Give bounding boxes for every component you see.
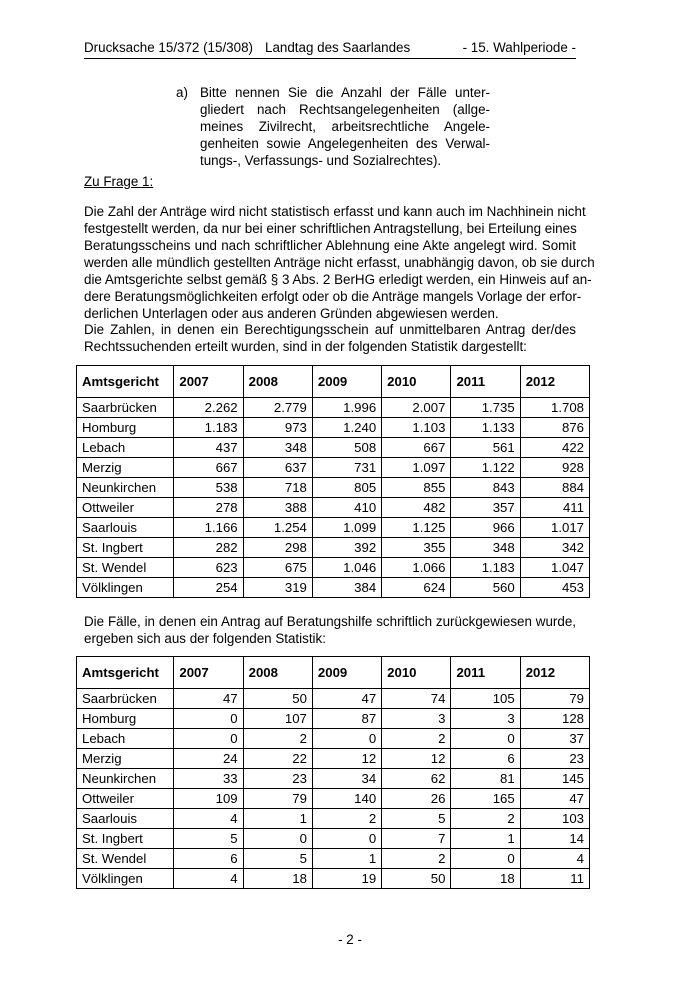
table-cell: 4 [520, 849, 589, 869]
table-cell: 1.046 [312, 558, 381, 578]
table-cell: 74 [382, 689, 451, 709]
table-cell: 0 [174, 709, 243, 729]
table-cell: 624 [382, 578, 451, 598]
table-header-row [77, 657, 590, 689]
question-text [200, 84, 490, 169]
table-cell: 0 [174, 729, 243, 749]
table-cell: 560 [451, 578, 520, 598]
table-cell: 140 [312, 789, 381, 809]
table-row [77, 578, 590, 598]
table-cell: 2 [312, 809, 381, 829]
table-cell: 1.103 [382, 418, 451, 438]
legislative-period: - 15. Wahlperiode - [462, 40, 576, 55]
table-cell: 1 [243, 809, 312, 829]
column-header: 2012 [520, 366, 589, 398]
table-cell: 508 [312, 438, 381, 458]
table-cell: 254 [174, 578, 243, 598]
table-cell: 109 [174, 789, 243, 809]
column-header: 2007 [174, 657, 243, 689]
court-name: Lebach [77, 438, 174, 458]
paragraph-line: werden alle mündlich gestellten Anträge nicht erfasst, unabhängig davon, ob sie durch [84, 255, 595, 270]
table-cell: 12 [312, 749, 381, 769]
table-row [77, 418, 590, 438]
table-cell: 538 [174, 478, 243, 498]
court-name: Saarbrücken [77, 398, 174, 418]
table-cell: 667 [174, 458, 243, 478]
table-row [77, 478, 590, 498]
column-header: 2008 [243, 366, 312, 398]
court-name: Lebach [77, 729, 174, 749]
table-cell: 342 [520, 538, 589, 558]
table-cell: 1.122 [451, 458, 520, 478]
table-cell: 805 [312, 478, 381, 498]
table-cell: 105 [451, 689, 520, 709]
column-header: 2009 [312, 657, 381, 689]
court-name: Ottweiler [77, 789, 174, 809]
table-cell: 422 [520, 438, 589, 458]
page-number: - 2 - [338, 932, 362, 947]
question-label: a) [176, 85, 188, 100]
table-cell: 278 [174, 498, 243, 518]
table-cell: 623 [174, 558, 243, 578]
table-cell: 145 [520, 769, 589, 789]
table-cell: 0 [243, 829, 312, 849]
court-name: Homburg [77, 709, 174, 729]
paragraph-3 [84, 613, 576, 647]
table-cell: 47 [520, 789, 589, 809]
table-cell: 411 [520, 498, 589, 518]
table-cell: 62 [382, 769, 451, 789]
column-header: 2010 [382, 657, 451, 689]
table-cell: 1.099 [312, 518, 381, 538]
table-cell: 1.047 [520, 558, 589, 578]
court-name: Neunkirchen [77, 769, 174, 789]
paragraph-line: Die Zahlen, in denen ein Berechtigungsschein auf unmittelbaren Antrag der/des [84, 322, 576, 337]
court-name: Saarbrücken [77, 689, 174, 709]
table-cell: 718 [243, 478, 312, 498]
column-header: Amtsgericht [77, 366, 174, 398]
table-cell: 355 [382, 538, 451, 558]
question-line: gliedert nach Rechtsangelegenheiten (allge- [200, 102, 490, 117]
table-cell: 79 [243, 789, 312, 809]
column-header: 2010 [382, 366, 451, 398]
table-cell: 410 [312, 498, 381, 518]
table-row [77, 518, 590, 538]
table-cell: 1.254 [243, 518, 312, 538]
table-cell: 843 [451, 478, 520, 498]
column-header: 2008 [243, 657, 312, 689]
table-cell: 1 [451, 829, 520, 849]
table-cell: 103 [520, 809, 589, 829]
table-cell: 392 [312, 538, 381, 558]
column-header: 2009 [312, 366, 381, 398]
table-cell: 47 [312, 689, 381, 709]
table-cell: 22 [243, 749, 312, 769]
table-cell: 675 [243, 558, 312, 578]
table-cell: 23 [243, 769, 312, 789]
table-row [77, 458, 590, 478]
table-row [77, 849, 590, 869]
table-cell: 437 [174, 438, 243, 458]
table-cell: 731 [312, 458, 381, 478]
table-cell: 3 [451, 709, 520, 729]
table-cell: 1.125 [382, 518, 451, 538]
table-row [77, 829, 590, 849]
table-cell: 34 [312, 769, 381, 789]
table-cell: 2 [382, 729, 451, 749]
court-name: St. Ingbert [77, 829, 174, 849]
table-cell: 14 [520, 829, 589, 849]
table-cell: 2.779 [243, 398, 312, 418]
court-name: Ottweiler [77, 498, 174, 518]
table-cell: 87 [312, 709, 381, 729]
table-cell: 1.183 [174, 418, 243, 438]
table-cell: 50 [382, 869, 451, 889]
column-header: 2011 [451, 366, 520, 398]
table-cell: 966 [451, 518, 520, 538]
court-name: St. Ingbert [77, 538, 174, 558]
answer-heading: Zu Frage 1: [84, 174, 154, 189]
court-name: St. Wendel [77, 558, 174, 578]
table-cell: 876 [520, 418, 589, 438]
table-cell: 18 [243, 869, 312, 889]
table-cell: 1.996 [312, 398, 381, 418]
table-cell: 298 [243, 538, 312, 558]
doc-reference: Drucksache 15/372 (15/308) [84, 40, 253, 55]
court-name: Homburg [77, 418, 174, 438]
table-cell: 37 [520, 729, 589, 749]
table-cell: 81 [451, 769, 520, 789]
table-cell: 384 [312, 578, 381, 598]
table-cell: 667 [382, 438, 451, 458]
table-cell: 4 [174, 809, 243, 829]
table-cell: 19 [312, 869, 381, 889]
table-cell: 0 [451, 729, 520, 749]
table-cell: 26 [382, 789, 451, 809]
table-cell: 282 [174, 538, 243, 558]
paragraph-line: dere Beratungsmöglichkeiten erfolgt oder ob die Anträge mangels Vorlage der erfor- [84, 289, 582, 304]
table-cell: 2 [243, 729, 312, 749]
question-line: Bitte nennen Sie die Anzahl der Fälle unter- [200, 85, 490, 100]
table-cell: 348 [243, 438, 312, 458]
table-cell: 6 [451, 749, 520, 769]
table-cell: 637 [243, 458, 312, 478]
table-cell: 2 [382, 849, 451, 869]
table-cell: 319 [243, 578, 312, 598]
court-name: Merzig [77, 749, 174, 769]
table-row [77, 398, 590, 418]
table-cell: 6 [174, 849, 243, 869]
question-line: meines Zivilrecht, arbeitsrechtliche Angele- [200, 119, 490, 134]
table-cell: 1.735 [451, 398, 520, 418]
paragraph-line: ergeben sich aus der folgenden Statistik: [84, 631, 326, 646]
paragraph-line: Die Zahl der Anträge wird nicht statistisch erfasst und kann auch im Nachhinein nicht [84, 204, 586, 219]
table-cell: 23 [520, 749, 589, 769]
table-cell: 4 [174, 869, 243, 889]
table-cell: 928 [520, 458, 589, 478]
table-row [77, 769, 590, 789]
court-name: St. Wendel [77, 849, 174, 869]
rejected-applications-table [76, 656, 590, 889]
table-row [77, 749, 590, 769]
table-cell: 1.708 [520, 398, 589, 418]
table-cell: 107 [243, 709, 312, 729]
table-row [77, 709, 590, 729]
table-cell: 1.017 [520, 518, 589, 538]
table-cell: 0 [451, 849, 520, 869]
table-cell: 453 [520, 578, 589, 598]
table-cell: 1.097 [382, 458, 451, 478]
court-name: Merzig [77, 458, 174, 478]
paragraph-2 [84, 321, 576, 355]
column-header: 2011 [451, 657, 520, 689]
table-cell: 128 [520, 709, 589, 729]
table-row [77, 689, 590, 709]
table-row [77, 869, 590, 889]
table-cell: 5 [243, 849, 312, 869]
table-cell: 165 [451, 789, 520, 809]
table-cell: 2 [451, 809, 520, 829]
table-row [77, 789, 590, 809]
table-cell: 5 [382, 809, 451, 829]
table-cell: 5 [174, 829, 243, 849]
paragraph-line: festgestellt werden, da nur bei einer schriftlichen Antragstellung, bei Erteilung eines [84, 221, 577, 236]
table-cell: 855 [382, 478, 451, 498]
table-cell: 884 [520, 478, 589, 498]
table-cell: 33 [174, 769, 243, 789]
paragraph-line: Rechtssuchenden erteilt wurden, sind in der folgenden Statistik dargestellt: [84, 339, 527, 354]
paragraph-line: derlichen Unterlagen oder aus anderen Gründen abgewiesen werden. [84, 306, 499, 321]
column-header: 2012 [520, 657, 589, 689]
table-cell: 1.133 [451, 418, 520, 438]
table-cell: 12 [382, 749, 451, 769]
court-name: Völklingen [77, 869, 174, 889]
table-row [77, 538, 590, 558]
approved-certificates-table [76, 365, 590, 598]
table-cell: 7 [382, 829, 451, 849]
table-row [77, 809, 590, 829]
table-cell: 357 [451, 498, 520, 518]
table-cell: 2.262 [174, 398, 243, 418]
table-cell: 973 [243, 418, 312, 438]
court-name: Völklingen [77, 578, 174, 598]
table-cell: 561 [451, 438, 520, 458]
column-header: Amtsgericht [77, 657, 174, 689]
table-header-row [77, 366, 590, 398]
paragraph-line: Die Fälle, in denen ein Antrag auf Beratungshilfe schriftlich zurückgewiesen wurde, [84, 614, 576, 629]
page-header [84, 38, 576, 59]
table-cell: 1.066 [382, 558, 451, 578]
table-cell: 1.183 [451, 558, 520, 578]
question-line: tungs-, Verfassungs- und Sozialrechtes). [200, 153, 442, 168]
table-cell: 0 [312, 729, 381, 749]
table-cell: 47 [174, 689, 243, 709]
table-cell: 1 [312, 849, 381, 869]
table-row [77, 729, 590, 749]
question-line: genheiten sowie Angelegenheiten des Verwal- [200, 136, 490, 151]
table-row [77, 438, 590, 458]
table-cell: 482 [382, 498, 451, 518]
table-cell: 1.240 [312, 418, 381, 438]
table-row [77, 558, 590, 578]
table-cell: 18 [451, 869, 520, 889]
table-cell: 11 [520, 869, 589, 889]
column-header: 2007 [174, 366, 243, 398]
table-cell: 79 [520, 689, 589, 709]
paragraph-1 [84, 203, 595, 322]
table-cell: 3 [382, 709, 451, 729]
paragraph-line: Beratungsscheins und nach schriftlicher Ablehnung eine Akte angelegt wird. Somit [84, 238, 576, 253]
court-name: Saarlouis [77, 809, 174, 829]
table-row [77, 498, 590, 518]
parliament-name: Landtag des Saarlandes [265, 40, 411, 55]
table-cell: 24 [174, 749, 243, 769]
court-name: Neunkirchen [77, 478, 174, 498]
table-cell: 348 [451, 538, 520, 558]
paragraph-line: die Amtsgerichte selbst gemäß § 3 Abs. 2 BerHG erledigt werden, ein Hinweis auf an- [84, 272, 592, 287]
table-cell: 388 [243, 498, 312, 518]
table-cell: 2.007 [382, 398, 451, 418]
table-cell: 50 [243, 689, 312, 709]
table-cell: 0 [312, 829, 381, 849]
court-name: Saarlouis [77, 518, 174, 538]
table-cell: 1.166 [174, 518, 243, 538]
